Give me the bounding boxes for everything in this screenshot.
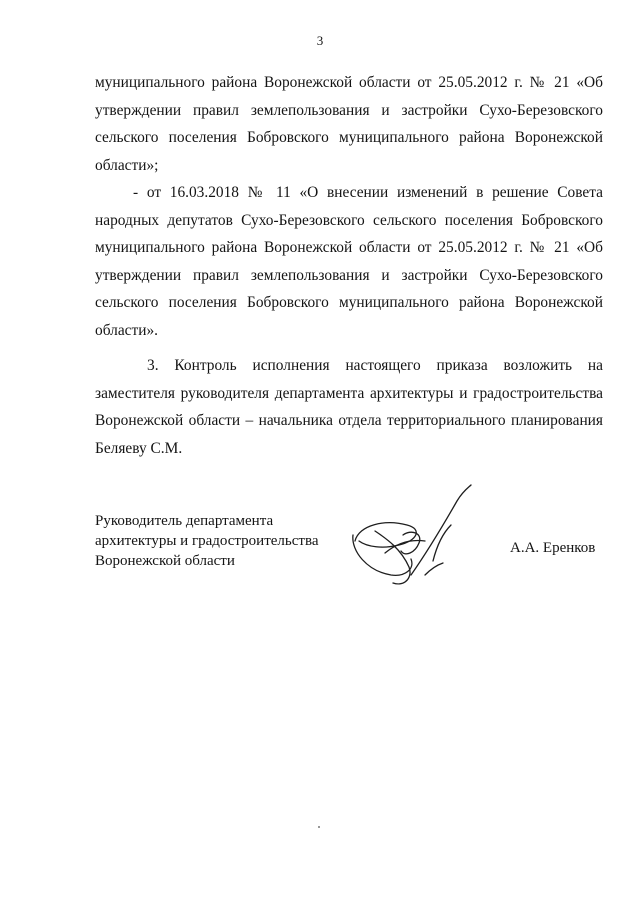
text-line: области». (95, 321, 158, 339)
text-line: сельского поселения Бобровского муниципального района Воронежской (95, 129, 603, 146)
text-line: области»; (95, 156, 159, 174)
page-number: 3 (316, 33, 324, 48)
list-item-line: - от 16.03.2018 № 11 «О внесении изменений в решение Совета (133, 184, 603, 201)
numbered-paragraph-line: 3. Контроль исполнения настоящего приказа возложить на (147, 357, 603, 374)
text-line: Воронежской области – начальника отдела территориального планирования (95, 412, 603, 429)
signer-name: А.А. Еренков (510, 540, 596, 556)
document-body (95, 69, 603, 462)
text-line: заместителя руководителя департамента архитектуры и градостроительства (95, 384, 603, 402)
text-line: народных депутатов Сухо-Березовского сельского поселения Бобровского (95, 211, 603, 229)
text-line: утверждении правил землепользования и застройки Сухо-Березовского (95, 101, 603, 119)
signatory-position-line: Воронежской области (95, 553, 235, 569)
text-line: муниципального района Воронежской области от 25.05.2012 г. № 21 «Об (95, 74, 603, 91)
signatory-position-line: архитектуры и градостроительства (95, 533, 319, 549)
text-line: сельского поселения Бобровского муниципального района Воронежской (95, 294, 603, 311)
handwritten-signature (345, 483, 475, 593)
text-line: муниципального района Воронежской области от 25.05.2012 г. № 21 «Об (95, 239, 603, 256)
signatory-position-line: Руководитель департамента (95, 513, 274, 529)
text-line: Беляеву С.М. (95, 439, 183, 457)
scan-speck (318, 826, 320, 828)
signatory-position (95, 511, 318, 571)
text-line: утверждении правил землепользования и застройки Сухо-Березовского (95, 266, 603, 284)
